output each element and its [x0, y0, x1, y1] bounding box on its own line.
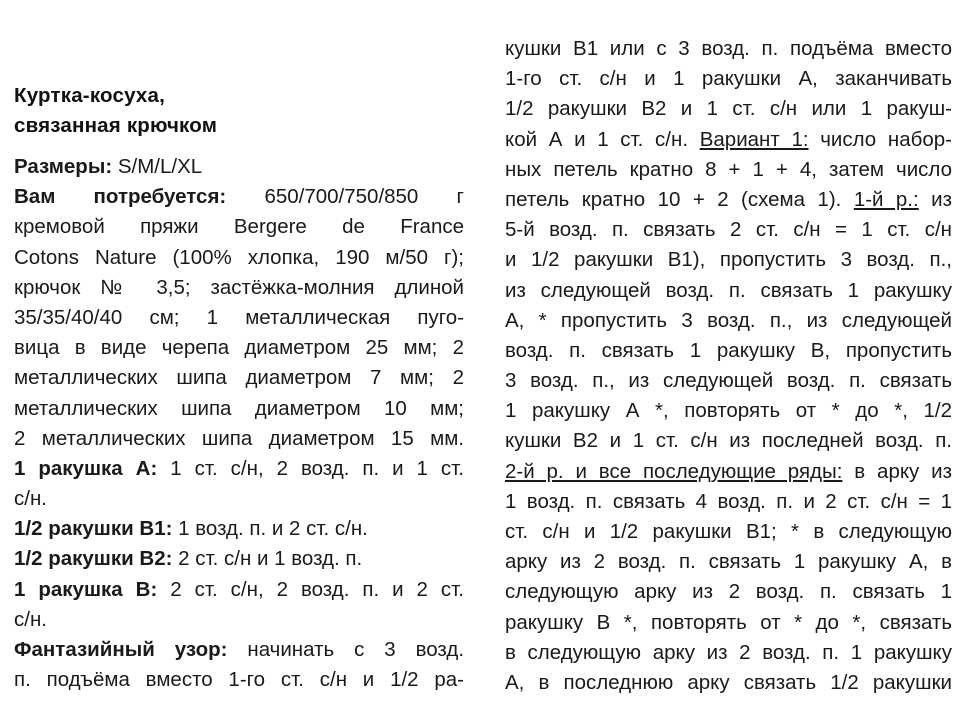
shell-a-line: с/н. [14, 487, 47, 511]
half-b2-text: 2 ст. с/н и 1 возд. п. [178, 547, 363, 571]
needs-line: вица в виде черепа диаметром 25 мм; 2 [14, 336, 464, 360]
text-line [505, 185, 952, 215]
text-line: 1 ракушку А *, повторять от * до *, 1/2 [505, 399, 952, 423]
shell-a-text: 1 ст. с/н, 2 возд. п. и 1 ст. [170, 456, 464, 480]
text-line: 5-й возд. п. связать 2 ст. с/н = 1 ст. с/н [505, 218, 952, 242]
half-b1-line [14, 514, 464, 544]
row-2-heading: 2-й р. и все последующие ряды: [505, 459, 843, 483]
text-line: арку из 2 возд. п. связать 1 ракушку А, в [505, 550, 952, 574]
shell-b-line [14, 575, 464, 605]
text-line: кушки В2 и 1 ст. с/н из последней возд. п. [505, 429, 952, 453]
text-line: в следующую арку из 2 возд. п. 1 ракушку [505, 640, 952, 664]
text-line: 1-го ст. с/н и 1 ракушки А, заканчивать [505, 67, 952, 91]
sizes-line [14, 152, 464, 182]
variant-1-heading: Вариант 1: [699, 127, 809, 151]
article-title [14, 81, 464, 141]
right-body [505, 34, 952, 698]
needs-line: металлических шипа диаметром 10 мм; [14, 396, 464, 420]
shell-a-line [14, 454, 464, 484]
needs-label: Вам потребуется: [14, 185, 227, 209]
text-line: возд. п. связать 1 ракушку В, пропустить [505, 338, 952, 362]
sizes-label: Размеры: [14, 155, 113, 178]
title-line: Куртка-косуха, [14, 84, 166, 107]
text-line: 3 возд. п., из следующей возд. п. связать [505, 369, 952, 393]
fancy-label: Фантазийный узор: [14, 638, 228, 661]
needs-line [14, 182, 464, 212]
row-1-heading: 1-й р.: [853, 187, 919, 211]
text-line: ракушку В *, повторять от * до *, связать [505, 610, 952, 634]
text-part: число набор- [820, 127, 952, 151]
text-line: ных петель кратно 8 + 1 + 4, затем число [505, 157, 952, 181]
text-line: кушки В1 или с 3 возд. п. подъёма вместо [505, 37, 952, 60]
text-line: А, * пропустить 3 возд. п., из следующей [505, 308, 952, 332]
text-part: кой А и 1 ст. с/н. [505, 127, 689, 151]
half-b1-label: 1/2 ракушки В1: [14, 517, 173, 541]
needs-line: Cotons Nature (100% хлопка, 190 м/50 г); [14, 245, 464, 269]
text-line: и 1/2 ракушки В1), пропустить 3 возд. п., [505, 248, 952, 272]
fancy-line: п. подъёма вместо 1-го ст. с/н и 1/2 ра- [14, 668, 464, 692]
needs-line: 2 металлических шипа диаметром 15 мм. [14, 426, 464, 450]
needs-line: 35/35/40/40 см; 1 металлическая пуго- [14, 305, 464, 329]
text-line [505, 125, 952, 155]
text-part: в арку из [854, 459, 952, 483]
text-line: следующую арку из 2 возд. п. связать 1 [505, 580, 952, 604]
fancy-text: начинать с 3 возд. [247, 638, 465, 661]
text-line: А, в последнюю арку связать 1/2 ракушки [505, 670, 952, 694]
needs-line: кремовой пряжи Bergere de France [14, 215, 464, 239]
text-line: из следующей возд. п. связать 1 ракушку [505, 278, 952, 302]
text-part: из [931, 187, 952, 211]
text-line [505, 457, 952, 487]
text-line: 1 возд. п. связать 4 возд. п. и 2 ст. с/н = 1 [505, 489, 952, 513]
left-body [14, 152, 464, 695]
text-line: ст. с/н и 1/2 ракушки В1; * в следующую [505, 520, 952, 543]
needs-text: 650/700/750/850 г [264, 185, 464, 209]
shell-b-line: с/н. [14, 607, 47, 631]
fancy-line [14, 635, 464, 665]
needs-line: крючок № 3,5; застёжка-молния длиной [14, 275, 464, 299]
shell-b-label: 1 ракушка В: [14, 577, 158, 601]
half-b2-line [14, 544, 464, 574]
half-b1-text: 1 возд. п. и 2 ст. с/н. [178, 517, 368, 541]
title-line: связанная крючком [14, 114, 218, 138]
needs-line: металлических шипа диаметром 7 мм; 2 [14, 366, 464, 390]
sizes-value: S/M/L/XL [117, 155, 203, 178]
half-b2-label: 1/2 ракушки В2: [14, 547, 173, 571]
shell-b-text: 2 ст. с/н, 2 возд. п. и 2 ст. [170, 577, 464, 601]
text-part: петель кратно 10 + 2 (схема 1). [505, 187, 842, 211]
text-line: 1/2 ракушки В2 и 1 ст. с/н или 1 ракуш- [505, 97, 952, 121]
shell-a-label: 1 ракушка А: [14, 456, 158, 480]
